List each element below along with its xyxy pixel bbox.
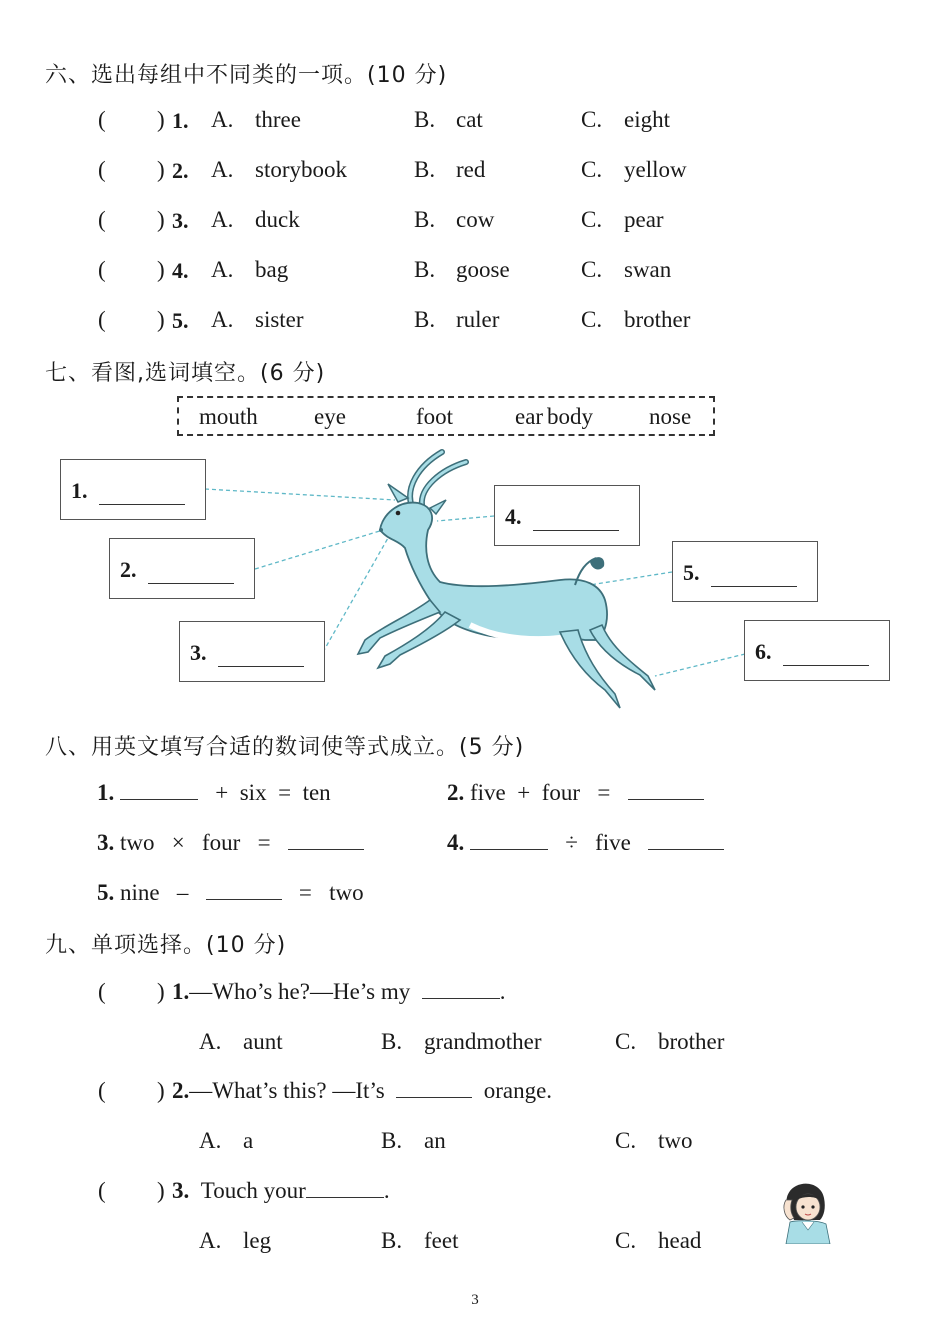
answer-paren-open: ( — [98, 1178, 106, 1203]
option-a-word: sister — [255, 307, 304, 332]
question-number: 2. — [172, 158, 189, 183]
answer-blank[interactable] — [783, 665, 869, 666]
word-bank-item: foot — [416, 404, 454, 429]
option-a-letter: A. — [211, 207, 234, 232]
question-number: 1. — [172, 979, 190, 1004]
question-text-end: orange. — [483, 1078, 553, 1103]
option-b-letter: B. — [381, 1128, 403, 1153]
question-number: 3. — [97, 830, 115, 855]
equation-5 — [97, 880, 364, 906]
option-c-word: swan — [624, 257, 672, 282]
result: two — [329, 880, 364, 905]
question-number: 1. — [97, 780, 115, 805]
question-3 — [172, 1178, 390, 1204]
question-number: 3. — [172, 1178, 190, 1203]
equals-sign: = — [278, 780, 292, 805]
answer-paren-close: ) — [157, 157, 165, 182]
option-a-letter: A. — [199, 1228, 222, 1253]
question-text: —What’s this? —It’s — [189, 1078, 385, 1103]
option-a-letter: A. — [199, 1128, 222, 1153]
answer-blank[interactable] — [533, 530, 619, 531]
label-box-5[interactable] — [672, 541, 818, 602]
option-c-word: brother — [624, 307, 691, 332]
option-c-letter: C. — [581, 307, 603, 332]
option-a-word: duck — [255, 207, 300, 232]
equation-2 — [447, 780, 704, 806]
times-sign: × — [171, 830, 185, 855]
label-box-1[interactable] — [60, 459, 206, 520]
option-b-word: an — [424, 1128, 446, 1153]
option-a-letter: A. — [199, 1029, 222, 1054]
option-b-word: cat — [456, 107, 483, 132]
plus-sign: + — [215, 780, 229, 805]
answer-paren-close: ) — [157, 107, 165, 132]
operand: two — [120, 830, 155, 855]
question-number: 3. — [172, 208, 189, 233]
question-number: 4. — [447, 830, 465, 855]
operand: five — [595, 830, 631, 855]
word-bank — [177, 396, 715, 436]
option-c-letter: C. — [615, 1029, 637, 1054]
option-c-letter: C. — [615, 1128, 637, 1153]
section-8-title: 八、用英文填写合适的数词使等式成立。(5 分) — [45, 735, 525, 760]
option-b-letter: B. — [381, 1029, 403, 1054]
answer-paren-open: ( — [98, 307, 106, 332]
operand: five — [470, 780, 506, 805]
equals-sign: = — [597, 780, 611, 805]
label-number: 5. — [683, 560, 700, 585]
answer-blank[interactable] — [648, 831, 724, 850]
option-c-word: brother — [658, 1029, 725, 1054]
option-c-word: two — [658, 1128, 693, 1153]
option-a-word: leg — [243, 1228, 272, 1253]
girl-touching-head-illustration — [778, 1180, 834, 1244]
label-box-2[interactable] — [109, 538, 255, 599]
page-number: 3 — [471, 1292, 479, 1308]
question-text-end: . — [383, 1178, 390, 1203]
option-b-word: ruler — [456, 307, 500, 332]
option-a-word: storybook — [255, 157, 347, 182]
answer-paren-close: ) — [157, 1178, 165, 1203]
option-c-word: head — [658, 1228, 702, 1253]
answer-blank[interactable] — [218, 666, 304, 667]
answer-paren-open: ( — [98, 1078, 106, 1103]
word-bank-item: eye — [314, 404, 346, 429]
answer-paren-open: ( — [98, 979, 106, 1004]
answer-blank[interactable] — [711, 586, 797, 587]
option-b-word: red — [456, 157, 486, 182]
option-a-word: aunt — [243, 1029, 283, 1054]
option-a-word: three — [255, 107, 301, 132]
answer-paren-close: ) — [157, 979, 165, 1004]
equation-4 — [447, 830, 724, 856]
divide-sign: ÷ — [565, 830, 578, 855]
word-bank-item: nose — [649, 404, 692, 429]
question-2 — [172, 1078, 552, 1104]
option-b-letter: B. — [381, 1228, 403, 1253]
answer-blank[interactable] — [470, 831, 548, 850]
question-text: Touch your — [200, 1178, 306, 1203]
label-number: 6. — [755, 639, 772, 664]
answer-paren-open: ( — [98, 157, 106, 182]
label-box-3[interactable] — [179, 621, 325, 682]
option-b-word: cow — [456, 207, 495, 232]
answer-blank[interactable] — [288, 831, 364, 850]
question-number: 4. — [172, 258, 189, 283]
operand: four — [201, 830, 241, 855]
equals-sign: = — [257, 830, 271, 855]
option-a-word: bag — [255, 257, 289, 282]
option-b-letter: B. — [414, 107, 436, 132]
answer-blank[interactable] — [120, 781, 198, 800]
option-b-letter: B. — [414, 257, 436, 282]
answer-blank[interactable] — [396, 1079, 472, 1098]
label-number: 3. — [190, 640, 207, 665]
option-a-letter: A. — [211, 307, 234, 332]
equals-sign: = — [298, 880, 312, 905]
label-number: 2. — [120, 557, 137, 582]
option-c-word: pear — [624, 207, 664, 232]
minus-sign: – — [176, 880, 189, 905]
answer-paren-open: ( — [98, 257, 106, 282]
option-b-letter: B. — [414, 307, 436, 332]
question-number: 5. — [172, 308, 189, 333]
answer-paren-close: ) — [157, 207, 165, 232]
answer-blank[interactable] — [628, 781, 704, 800]
answer-paren-close: ) — [157, 307, 165, 332]
section-9-title: 九、单项选择。(10 分) — [45, 933, 287, 958]
option-c-letter: C. — [581, 157, 603, 182]
option-c-letter: C. — [581, 207, 603, 232]
option-c-letter: C. — [581, 257, 603, 282]
answer-blank[interactable] — [148, 583, 234, 584]
option-c-letter: C. — [581, 107, 603, 132]
answer-paren-open: ( — [98, 207, 106, 232]
equation-1 — [97, 780, 331, 806]
operand: four — [541, 780, 581, 805]
result: ten — [302, 780, 331, 805]
option-c-word: eight — [624, 107, 670, 132]
option-c-word: yellow — [624, 157, 687, 182]
word-bank-item: ear — [515, 404, 544, 429]
option-b-word: feet — [424, 1228, 459, 1253]
question-number: 1. — [172, 108, 189, 133]
answer-blank[interactable] — [306, 1179, 384, 1198]
answer-blank[interactable] — [422, 980, 500, 999]
question-number: 2. — [447, 780, 465, 805]
question-text: —Who’s he?—He’s my — [189, 979, 411, 1004]
answer-blank[interactable] — [99, 504, 185, 505]
label-box-4[interactable] — [494, 485, 640, 546]
option-a-letter: A. — [211, 107, 234, 132]
answer-paren-open: ( — [98, 107, 106, 132]
word-bank-item: mouth — [199, 404, 258, 429]
option-b-letter: B. — [414, 157, 436, 182]
option-b-letter: B. — [414, 207, 436, 232]
answer-paren-close: ) — [157, 1078, 165, 1103]
answer-blank[interactable] — [206, 881, 282, 900]
operand: six — [239, 780, 267, 805]
option-a-word: a — [243, 1128, 254, 1153]
label-number: 4. — [505, 504, 522, 529]
option-a-letter: A. — [211, 157, 234, 182]
word-bank-item: body — [547, 404, 593, 429]
section-6-title: 六、选出每组中不同类的一项。(10 分) — [45, 63, 448, 88]
option-a-letter: A. — [211, 257, 234, 282]
label-box-6[interactable] — [744, 620, 890, 681]
option-b-word: grandmother — [424, 1029, 542, 1054]
question-1 — [172, 979, 506, 1005]
option-b-word: goose — [456, 257, 510, 282]
question-number: 5. — [97, 880, 115, 905]
question-number: 2. — [172, 1078, 190, 1103]
section-7-title: 七、看图,选词填空。(6 分) — [45, 361, 326, 386]
operand: nine — [120, 880, 160, 905]
option-c-letter: C. — [615, 1228, 637, 1253]
answer-paren-close: ) — [157, 257, 165, 282]
plus-sign: + — [517, 780, 531, 805]
question-text-end: . — [499, 979, 506, 1004]
label-number: 1. — [71, 478, 88, 503]
equation-3 — [97, 830, 364, 856]
